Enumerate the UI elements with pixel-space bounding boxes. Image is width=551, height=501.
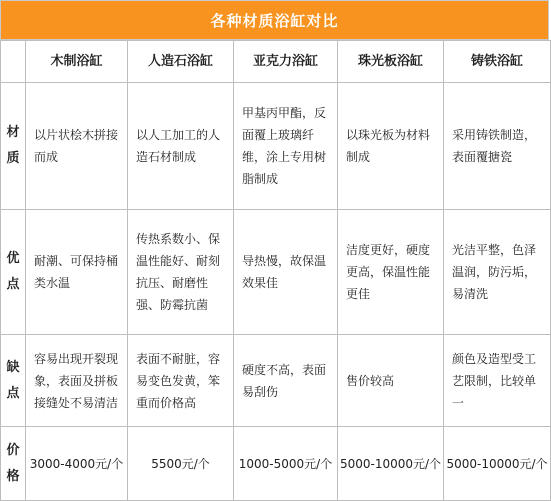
column-header: 亚克力浴缸 (234, 41, 338, 83)
row-label: 材 质 (1, 83, 26, 210)
table-cell: 硬度不高，表面易刮伤 (234, 335, 338, 427)
row-label: 优 点 (1, 210, 26, 335)
column-header: 珠光板浴缸 (338, 41, 444, 83)
table-cell: 以珠光板为材料制成 (338, 83, 444, 210)
row-label: 价 格 (1, 427, 26, 501)
table-title: 各种材质浴缸对比 (210, 11, 339, 30)
price-cell: 3000-4000元/个 (26, 427, 128, 501)
table-row (1, 83, 551, 210)
table-cell: 容易出现开裂现象，表面及拼板接缝处不易清洁 (26, 335, 128, 427)
table-cell: 光洁平整，色泽温润，防污垢，易清洗 (444, 210, 551, 335)
table-cell: 以人工加工的人造石材制成 (128, 83, 234, 210)
table-cell: 以片状桧木拼接而成 (26, 83, 128, 210)
table-row (1, 210, 551, 335)
table-cell: 售价较高 (338, 335, 444, 427)
table-cell: 洁度更好，硬度更高，保温性能更佳 (338, 210, 444, 335)
table-cell: 表面不耐脏，容易变色发黄，笨重而价格高 (128, 335, 234, 427)
table-row (1, 427, 551, 501)
table-cell: 耐潮、可保持桶类水温 (26, 210, 128, 335)
bathtub-comparison-table (0, 40, 551, 501)
table-cell: 采用铸铁制造，表面覆搪瓷 (444, 83, 551, 210)
table-row (1, 335, 551, 427)
table-cell: 颜色及造型受工艺限制，比较单一 (444, 335, 551, 427)
table-cell: 导热慢，故保温效果佳 (234, 210, 338, 335)
column-header: 铸铁浴缸 (444, 41, 551, 83)
table-title-bar (0, 0, 549, 40)
row-label: 缺 点 (1, 335, 26, 427)
table-cell: 传热系数小、保温性能好、耐刻抗压、耐磨性强、防霉抗菌 (128, 210, 234, 335)
corner-cell (1, 41, 26, 83)
price-cell: 5000-10000元/个 (444, 427, 551, 501)
price-cell: 5000-10000元/个 (338, 427, 444, 501)
price-cell: 5500元/个 (128, 427, 234, 501)
price-cell: 1000-5000元/个 (234, 427, 338, 501)
column-header: 木制浴缸 (26, 41, 128, 83)
table-cell: 甲基丙甲酯，反面覆上玻璃纤维，涂上专用树脂制成 (234, 83, 338, 210)
header-row (1, 41, 551, 83)
column-header: 人造石浴缸 (128, 41, 234, 83)
